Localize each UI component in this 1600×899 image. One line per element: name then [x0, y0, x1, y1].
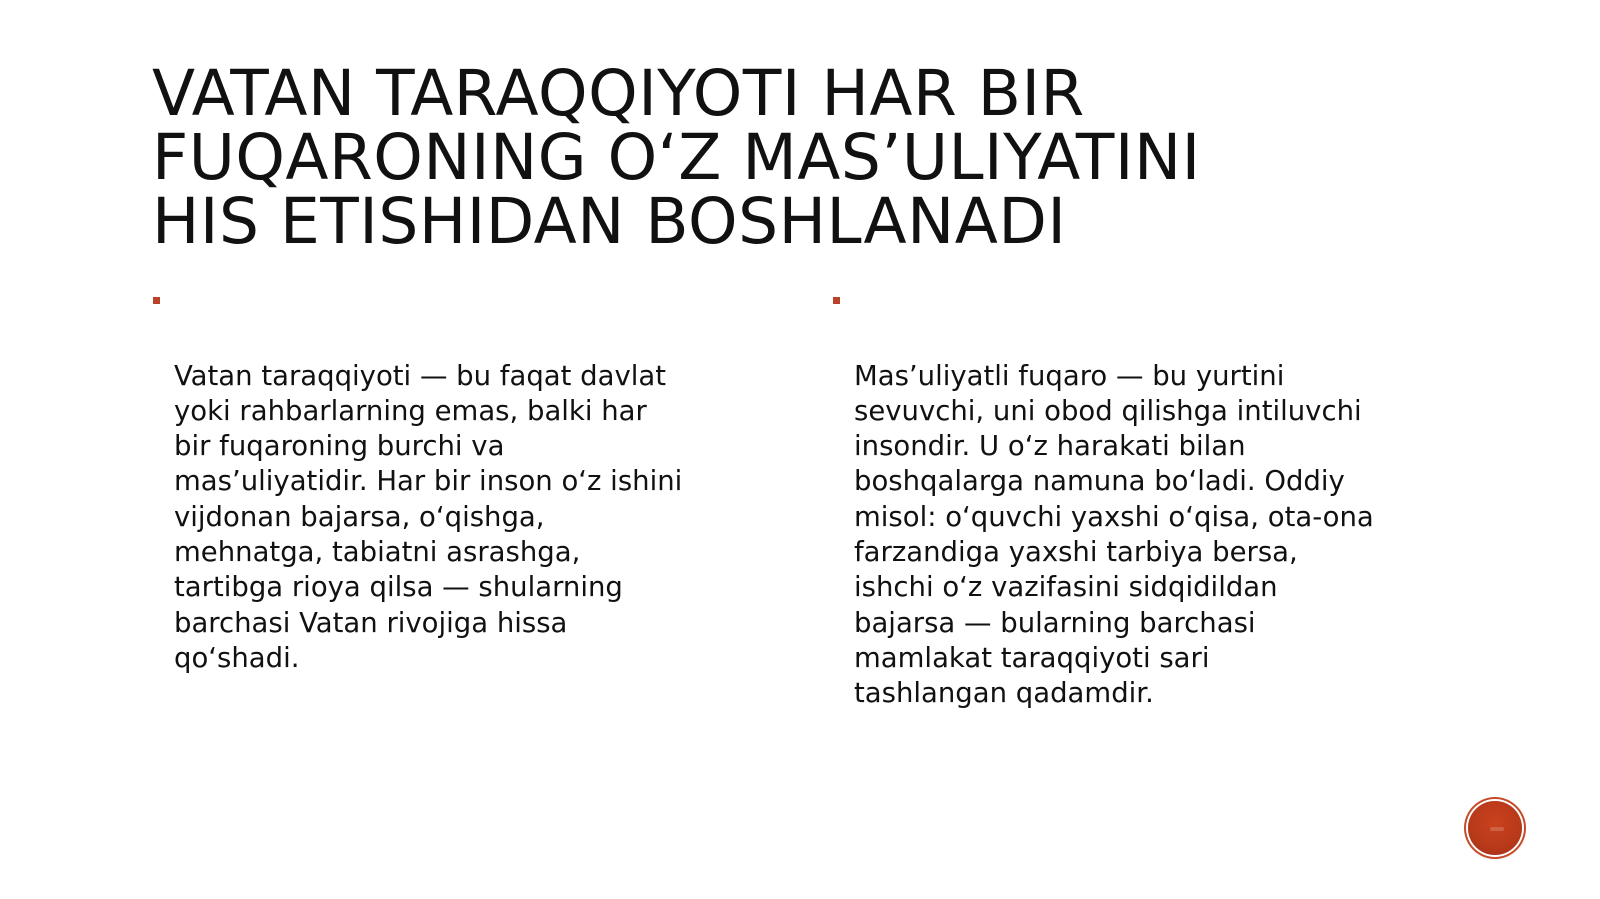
right-column: [832, 288, 1452, 712]
list-item: [152, 288, 752, 676]
slide-nav-button-icon: [1490, 827, 1504, 831]
square-bullet-icon: [153, 297, 160, 304]
bullet-text: Vatan taraqqiyoti — bu faqat davlat yoki rahbarlarning emas, balki har bir fuqaroning burchi va mas’uliyatidir. Har bir inson o‘z ishini vijdonan bajarsa, o‘qishga, mehnatga, tabiatni asrashga, tartibga rioya qilsa — shularning barchasi Vatan rivojiga hissa qo‘shadi.: [174, 359, 683, 674]
list-item: [832, 288, 1452, 712]
square-bullet-icon: [833, 297, 840, 304]
slide-title: VATAN TARAQQIYOTI HAR BIR FUQARONING O‘Z MAS’ULIYATINI HIS ETISHIDAN BOSHLANADI: [152, 57, 1201, 258]
slide-nav-button[interactable]: [1468, 801, 1522, 855]
bullet-text: Mas’uliyatli fuqaro — bu yurtini sevuvchi, uni obod qilishga intiluvchi insondir. U o‘z harakati bilan boshqalarga namuna bo‘ladi. Oddiy misol: o‘quvchi yaxshi o‘qisa, ota-ona farzandiga yaxshi tarbiya bersa, ishchi o‘z vazifasini sidqidildan bajarsa — bularning barchasi mamlakat taraqqiyoti sari tashlangan qadamdir.: [854, 359, 1374, 710]
left-column: [152, 288, 752, 676]
